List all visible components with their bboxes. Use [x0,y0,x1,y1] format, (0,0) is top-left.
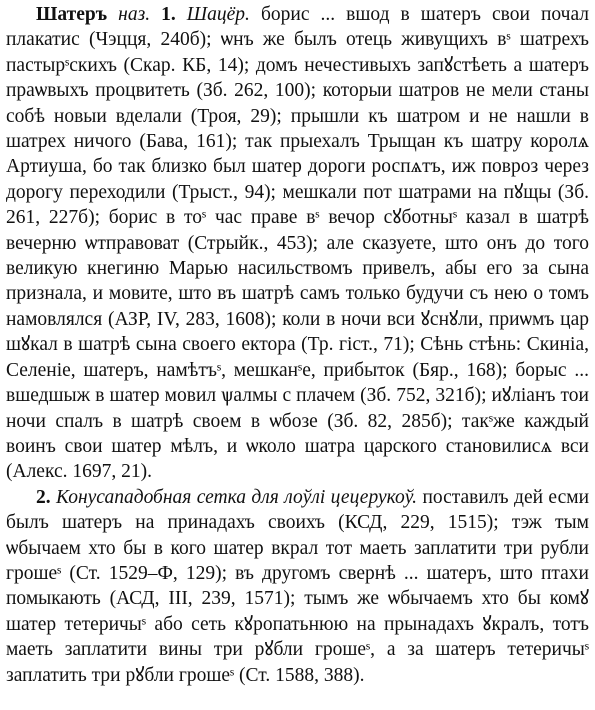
dictionary-entry [6,2,589,688]
sense-1-paragraph [6,2,589,485]
sense-gloss-1: Шацёр. [186,4,250,25]
sense-gloss-2: Конусападобная сетка для лоўлі цецерукоў. [56,486,418,508]
sense-citations-2: поставилъ дей есми былъ шатеръ на принадахъ своихъ (КСД, 229, 1515); тэж тым ѡбычаем хто бы в кого шатер вкрал тот маеть заплатити три рубли грошеˢ (Ст. 1529–Ф, 129); въ другомъ свернѣ ... шатеръ, што птахи помыкають (АСД, III, 239, 1571); тымъ же ѡбычаемъ хто бы комꙋ шатер тетеричыˢ або сеть кꙋропатьнюю на прынадахъ ꙋкралъ, тотъ маеть заплатити вины три рꙋбли грошеˢ, а за шатеръ тетеричыˢ заплатить три рꙋбли грошеˢ (Ст. 1588, 388). [6,486,589,686]
headword: Шатеръ [36,4,108,25]
sense-number-1: 1. [161,4,176,25]
sense-number-2: 2. [36,486,51,508]
sense-citations-1: борис ... вшод в шатеръ свои почал плакатис (Чэцця, 240б); ѡнъ же былъ отець живущихъ вˢ шатрехъ пастырˢскихъ (Скар. КБ, 14); домъ нечестивыхъ запꙋстѣеть а шатеръ праѡвыхъ процвитеть (Зб. 262, 100); которыи шатров не мели станы собѣ новыи вделали (Троя, 29); прышли къ шатром и не нашли в шатрех ничого (Бава, 161); так прыехалъ Трыщан къ шатру королѧ Артиуша, бо так близко был шатер дороги роспѧтъ, иж повроз через дорогу переходили (Трыст., 94); мешкали пот шатрами на пꙋщы (Зб. 261, 227б); борис в тоˢ час праве вˢ вечор сꙋботныˢ казал в шатрѣ вечерню ѡтправоват (Стрыйк., 453); але сказуете, што онъ до того великую кнегиню Марью насильствомъ привелъ, абы его за сына признала, и мовите, што въ шатрѣ самъ только будучи съ нею о томъ намовлялся (АЗР, IV, 283, 1608); коли в ночи вси ꙋснꙋли, приѡмъ цар шꙋкал в шатрѣ сына своего ектора (Тр. гіст., 71); Сѣнь стѣнь: Скиніа, Селеніе, шатеръ, намѣтъˢ, мешканˢе, прибыток (Бяр., 168); борыс ... вшедшыж в шатер мовил ѱалмы с плачем (Зб. 752, 321б); иꙋліанъ тои ночи спалъ в шатрѣ своем в ѡбозе (Зб. 82, 285б); такˢже каждый воинъ свои шатер мѣлъ, и ѡколо шатра царского становилисѧ вси (Алекс. 1697, 21). [6,4,590,483]
sense-2-paragraph [6,485,589,688]
grammar-label: наз. [118,4,151,25]
